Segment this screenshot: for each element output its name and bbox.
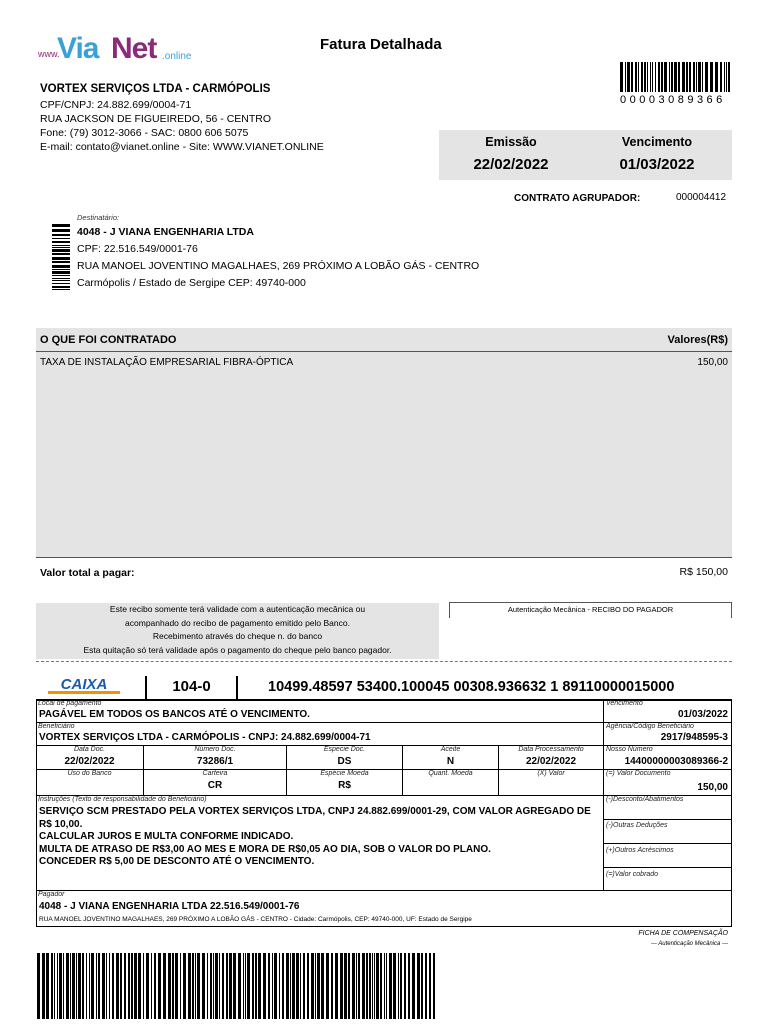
barcode-bar (109, 953, 110, 1019)
barcode-bar (52, 253, 70, 255)
barcode-bar (207, 953, 208, 1019)
quant-moeda-cell (403, 770, 499, 796)
barcode-bar (168, 953, 171, 1019)
barcode-bar (52, 224, 70, 227)
boleto-left-border (36, 700, 37, 927)
instructions-text (39, 806, 603, 869)
recipient-barcode (52, 224, 70, 290)
barcode-bar (131, 953, 133, 1019)
auth-label: Autenticação Mecânica - RECIBO DO PAGADOR (449, 602, 732, 618)
barcode-bar (192, 953, 194, 1019)
barcode-bar (215, 953, 218, 1019)
uso-banco-cell (36, 770, 144, 796)
instruction-line: CONCEDER R$ 5,00 DE DESCONTO ATÉ O VENCIMENTO. (39, 856, 315, 867)
barcode-bar (356, 953, 357, 1019)
especie-moeda-cell (287, 770, 403, 796)
barcode-bar (63, 953, 64, 1019)
barcode-bar (72, 953, 75, 1019)
barcode-bar (376, 953, 379, 1019)
barcode-bar (124, 953, 126, 1019)
company-phone: Fone: (79) 3012-3066 - SAC: 0800 606 5075 (40, 127, 249, 139)
barcode-bar (340, 953, 343, 1019)
barcode-bar (290, 953, 291, 1019)
pagador-name: 4048 - J VIANA ENGENHARIA LTDA 22.516.549/0001-76 (39, 901, 300, 912)
barcode-bar (386, 953, 387, 1019)
barcode-bar (226, 953, 228, 1019)
barcode-bar (52, 278, 70, 279)
barcode-bar (348, 953, 350, 1019)
barcode-bar (400, 953, 402, 1019)
barcode-bar (369, 953, 371, 1019)
barcode-bar (380, 953, 382, 1019)
barcode-bar (66, 953, 69, 1019)
agencia-cell (604, 723, 732, 746)
barcode-bar (429, 953, 431, 1019)
barcode-bar (344, 953, 347, 1019)
vianet-logo (38, 30, 198, 64)
num-doc-value: 73286/1 (196, 756, 234, 767)
barcode-bar (664, 62, 667, 92)
receipt-notice (36, 603, 439, 659)
barcode-bar (89, 953, 90, 1019)
barcode-bar (116, 953, 119, 1019)
barcode-bar (650, 62, 651, 92)
quant-moeda-label: Quant. Moeda (428, 770, 473, 777)
barcode-bar (710, 62, 713, 92)
local-pagamento-cell (36, 700, 604, 723)
autenticacao-mecanica: --- Autenticação Mecânica --- (650, 941, 728, 947)
barcode-bar (78, 953, 81, 1019)
barcode-bar (120, 953, 122, 1019)
invoice-barcode (620, 62, 732, 92)
barcode-bar (188, 953, 191, 1019)
barcode-bar (112, 953, 114, 1019)
company-email: E-mail: contato@vianet.online - Site: WWW.VIANET.ONLINE (40, 141, 324, 153)
especie-doc-value: DS (337, 756, 352, 767)
benef-value: VORTEX SERVIÇOS LTDA - CARMÓPOLIS - CNPJ: 24.882.699/0004-71 (39, 732, 371, 743)
barcode-bar (674, 62, 677, 92)
outras-deducoes-cell (604, 820, 732, 844)
barcode-bar (57, 953, 58, 1019)
barcode-bar (417, 953, 420, 1019)
outras-ded-label: (-)Outras Deduções (606, 822, 668, 829)
barcode-bar (180, 953, 181, 1019)
recipient-name: 4048 - J VIANA ENGENHARIA LTDA (77, 226, 254, 238)
barcode-bar (358, 953, 360, 1019)
instruction-line: MULTA DE ATRASO DE R$3,00 AO MES E MORA DE R$0,05 AO DIA, SOB O VALOR DO PLANO. (39, 843, 491, 855)
invoice-barcode-number: 00003089366 (620, 94, 726, 106)
instruction-line: SERVIÇO SCM PRESTADO PELA VORTEX SERVIÇOS LTDA, CNPJ 24.882.699/0001-29, COM VALOR AGREGADO DE R$ 10,00. (39, 806, 591, 830)
barcode-bar (52, 249, 70, 252)
barcode-bar (175, 953, 178, 1019)
barcode-bar (669, 62, 670, 92)
barcode-bar (195, 953, 196, 1019)
barcode-bar (52, 229, 70, 232)
x-valor-label: (X) Valor (537, 770, 565, 777)
barcode-bar (702, 62, 703, 92)
barcode-bar (52, 271, 70, 274)
barcode-bar (372, 953, 373, 1019)
barcode-bar (52, 257, 70, 260)
company-cnpj: CPF/CNPJ: 24.882.699/0004-71 (40, 99, 192, 111)
receipt-line: Recebimento através do cheque n. do banco (152, 631, 323, 641)
agencia-label: Agência/Código Beneficiário (606, 723, 694, 730)
data-proc-label: Data Processamento (518, 746, 584, 753)
barcode-bar (300, 953, 301, 1019)
barcode-bar (233, 953, 236, 1019)
barcode-bar (59, 953, 62, 1019)
especie-moeda-label: Espécie Moeda (320, 770, 369, 777)
barcode-bar (52, 247, 70, 248)
receipt-line: Este recibo somente terá validade com a autenticação mecânica ou (109, 604, 366, 614)
valor-cobrado-cell (604, 868, 732, 891)
barcode-bar (404, 953, 406, 1019)
agencia-value: 2917/948595-3 (660, 732, 728, 743)
barcode-bar (625, 62, 626, 92)
barcode-bar (106, 953, 107, 1019)
data-proc-cell (499, 746, 604, 770)
barcode-bar (52, 265, 70, 268)
venc-value: 01/03/2022 (677, 709, 728, 720)
barcode-bar (671, 62, 673, 92)
desconto-cell (604, 796, 732, 820)
barcode-bar (51, 953, 53, 1019)
barcode-bar (647, 62, 648, 92)
barcode-bar (689, 62, 691, 92)
barcode-bar (661, 62, 663, 92)
contract-value: 000004412 (676, 192, 727, 203)
values-title: Valores(R$) (667, 334, 728, 346)
company-name: VORTEX SERVIÇOS LTDA - CARMÓPOLIS (40, 83, 271, 95)
carteira-value: CR (207, 780, 223, 791)
barcode-bar (631, 62, 633, 92)
emissao-value: 22/02/2022 (473, 156, 549, 173)
barcode-bar (86, 953, 87, 1019)
barcode-bar (252, 953, 254, 1019)
barcode-bar (54, 953, 55, 1019)
item-description: TAXA DE INSTALAÇÃO EMPRESARIAL FIBRA-ÓPTICA (40, 357, 294, 368)
contracted-title: O QUE FOI CONTRATADO (40, 334, 177, 346)
barcode-bar (70, 953, 71, 1019)
vencimento-value: 01/03/2022 (619, 156, 695, 173)
barcode-bar (292, 953, 295, 1019)
carteira-label: Carteira (202, 770, 228, 777)
logo-online: .online (162, 51, 192, 62)
barcode-bar (726, 62, 727, 92)
barcode-bar (243, 953, 244, 1019)
barcode-bar (658, 62, 660, 92)
barcode-bar (652, 62, 653, 92)
barcode-bar (138, 953, 141, 1019)
num-doc-cell (144, 746, 287, 770)
outros-acrescimos-cell (604, 844, 732, 868)
receipt-line: Esta quitação só terá validade após o pagamento do cheque pelo banco pagador. (83, 644, 392, 655)
barcode-bar (303, 953, 305, 1019)
barcode-bar (202, 953, 205, 1019)
barcode-bar (307, 953, 309, 1019)
barcode-bar (46, 953, 49, 1019)
local-label: Local de pagamento (38, 700, 102, 707)
barcode-bar (146, 953, 149, 1019)
barcode-bar (374, 953, 375, 1019)
x-valor-cell (499, 770, 604, 796)
barcode-bar (91, 953, 94, 1019)
barcode-bar (52, 234, 70, 236)
barcode-bar (698, 62, 701, 92)
barcode-bar (421, 953, 423, 1019)
recipient-address: RUA MANOEL JOVENTINO MAGALHAES, 269 PRÓXIMO A LOBÃO GÁS - CENTRO (77, 260, 480, 272)
nosso-value: 14400000003089366-2 (624, 756, 728, 767)
vencimento-cell (604, 700, 732, 723)
barcode-bar (686, 62, 688, 92)
barcode-bar (245, 953, 246, 1019)
barcode-bar (638, 62, 639, 92)
barcode-bar (52, 289, 70, 290)
barcode-bar (393, 953, 396, 1019)
boleto-barcode (37, 953, 437, 1019)
barcode-bar (635, 62, 637, 92)
barcode-bar (102, 953, 105, 1019)
barcode-bar (52, 261, 70, 263)
nosso-numero-cell (604, 746, 732, 770)
barcode-bar (268, 953, 270, 1019)
aceite-label: Aceite (440, 746, 461, 753)
barcode-bar (52, 238, 70, 239)
barcode-bar (76, 953, 77, 1019)
local-value: PAGÁVEL EM TODOS OS BANCOS ATÉ O VENCIMENTO. (39, 709, 310, 720)
contracted-header (36, 328, 732, 352)
barcode-bar (655, 62, 656, 92)
valor-documento-cell (604, 770, 732, 796)
barcode-bar (134, 953, 137, 1019)
instruction-line: CALCULAR JUROS E MULTA CONFORME INDICADO. (39, 831, 294, 842)
barcode-bar (52, 269, 70, 270)
total-label: Valor total a pagar: (40, 567, 135, 579)
logo-net: Net (111, 32, 157, 65)
logo-via: Via (57, 32, 99, 65)
barcode-bar (620, 62, 623, 92)
total-value: R$ 150,00 (679, 566, 728, 578)
barcode-bar (154, 953, 156, 1019)
barcode-bar (398, 953, 399, 1019)
barcode-bar (229, 953, 232, 1019)
barcode-bar (412, 953, 415, 1019)
outros-acr-label: (+)Outros Acréscimos (606, 847, 674, 854)
barcode-bar (52, 280, 70, 281)
barcode-bar (682, 62, 685, 92)
num-doc-label: Número Doc. (194, 746, 236, 753)
barcode-bar (183, 953, 186, 1019)
barcode-bar (258, 953, 261, 1019)
barcode-bar (197, 953, 200, 1019)
recipient-city: Carmópolis / Estado de Sergipe CEP: 49740-000 (77, 277, 306, 289)
data-proc-value: 22/02/2022 (525, 756, 577, 767)
barcode-bar (693, 62, 695, 92)
barcode-bar (222, 953, 224, 1019)
emissao-label: Emissão (485, 135, 537, 149)
data-doc-value: 22/02/2022 (64, 756, 115, 767)
especie-moeda-value: R$ (338, 780, 351, 791)
barcode-bar (274, 953, 277, 1019)
contract-label: CONTRATO AGRUPADOR: (514, 193, 641, 204)
nosso-label: Nosso Número (606, 746, 653, 753)
carteira-cell (144, 770, 287, 796)
barcode-bar (263, 953, 266, 1019)
barcode-bar (644, 62, 646, 92)
especie-doc-cell (287, 746, 403, 770)
barcode-bar (282, 953, 284, 1019)
uso-banco-label: Uso do Banco (67, 770, 112, 777)
desconto-label: (-)Desconto/Abatimentos (606, 796, 684, 803)
digitable-line: 10499.48597 53400.100045 00308.936632 1 89110000015000 (268, 679, 675, 695)
barcode-bar (151, 953, 152, 1019)
barcode-bar (352, 953, 355, 1019)
barcode-bar (641, 62, 643, 92)
barcode-bar (326, 953, 329, 1019)
vencimento-label: Vencimento (621, 135, 693, 149)
barcode-bar (172, 953, 174, 1019)
barcode-bar (296, 953, 299, 1019)
company-address: RUA JACKSON DE FIGUEIREDO, 56 - CENTRO (40, 113, 272, 125)
barcode-bar (331, 953, 333, 1019)
barcode-bar (384, 953, 385, 1019)
especie-doc-label: Especie Doc. (323, 746, 366, 753)
barcode-bar (720, 62, 722, 92)
barcode-bar (163, 953, 166, 1019)
data-doc-cell (36, 746, 144, 770)
barcode-bar (317, 953, 320, 1019)
barcode-bar (52, 283, 70, 284)
barcode-bar (213, 953, 214, 1019)
barcode-bar (52, 241, 70, 243)
data-doc-label: Data Doc. (73, 746, 106, 753)
barcode-bar (408, 953, 410, 1019)
venc-label: Vencimento (606, 700, 643, 707)
barcode-bar (728, 62, 730, 92)
barcode-bar (238, 953, 241, 1019)
barcode-bar (96, 953, 97, 1019)
barcode-bar (425, 953, 427, 1019)
barcode-bar (279, 953, 280, 1019)
barcode-bar (37, 953, 40, 1019)
caixa-logo-text: CAIXA (60, 676, 108, 693)
barcode-bar (286, 953, 289, 1019)
barcode-bar (311, 953, 314, 1019)
pagador-label: Pagador (38, 891, 65, 898)
valor-doc-label: (=) Valor Documento (606, 770, 671, 777)
valor-cobrado-label: (=)Valor cobrado (606, 871, 659, 878)
bank-code: 104-0 (145, 676, 238, 700)
barcode-bar (143, 953, 144, 1019)
barcode-bar (52, 286, 70, 288)
pagador-address: RUA MANOEL JOVENTINO MAGALHAES, 269 PRÓXIMO A LOBÃO GÁS - CENTRO - Cidade: Carmópolis, CEP: 49740-000, UF: Estado de Sergipe (39, 916, 472, 923)
barcode-bar (705, 62, 708, 92)
barcode-bar (158, 953, 161, 1019)
barcode-bar (128, 953, 130, 1019)
ficha-compensacao: FICHA DE COMPENSAÇÃO (638, 930, 728, 937)
barcode-bar (272, 953, 273, 1019)
instr-label: Instruções (Texto de responsabilidade do Beneficiário) (38, 796, 207, 803)
recipient-cpf: CPF: 22.516.549/0001-76 (77, 243, 198, 255)
pagador-cell (36, 891, 732, 927)
barcode-bar (366, 953, 368, 1019)
barcode-bar (696, 62, 697, 92)
logo-www: www. (38, 49, 60, 59)
barcode-bar (724, 62, 725, 92)
barcode-bar (715, 62, 718, 92)
valor-doc-value: 150,00 (697, 782, 728, 793)
barcode-bar (98, 953, 100, 1019)
barcode-bar (247, 953, 250, 1019)
barcode-bar (42, 953, 45, 1019)
barcode-bar (315, 953, 316, 1019)
barcode-bar (678, 62, 680, 92)
dates-box (439, 130, 732, 180)
item-value: 150,00 (697, 357, 728, 368)
beneficiario-cell (36, 723, 604, 746)
barcode-bar (362, 953, 365, 1019)
aceite-cell (403, 746, 499, 770)
contracted-items (36, 352, 732, 558)
instructions-cell (36, 796, 604, 891)
barcode-bar (335, 953, 338, 1019)
barcode-bar (210, 953, 212, 1019)
aceite-value: N (446, 756, 455, 767)
barcode-bar (52, 275, 70, 276)
barcode-bar (433, 953, 435, 1019)
barcode-bar (255, 953, 257, 1019)
benef-label: Beneficiário (38, 723, 75, 730)
barcode-bar (82, 953, 84, 1019)
page-title: Fatura Detalhada (320, 36, 442, 53)
caixa-logo (48, 676, 120, 694)
barcode-bar (627, 62, 630, 92)
recipient-label: Destinatário: (77, 213, 120, 222)
receipt-line: acompanhado do recibo de pagamento emitido pelo Banco. (125, 617, 350, 628)
barcode-bar (219, 953, 220, 1019)
barcode-bar (52, 245, 70, 246)
barcode-bar (389, 953, 392, 1019)
cut-line (36, 661, 732, 662)
barcode-bar (321, 953, 324, 1019)
